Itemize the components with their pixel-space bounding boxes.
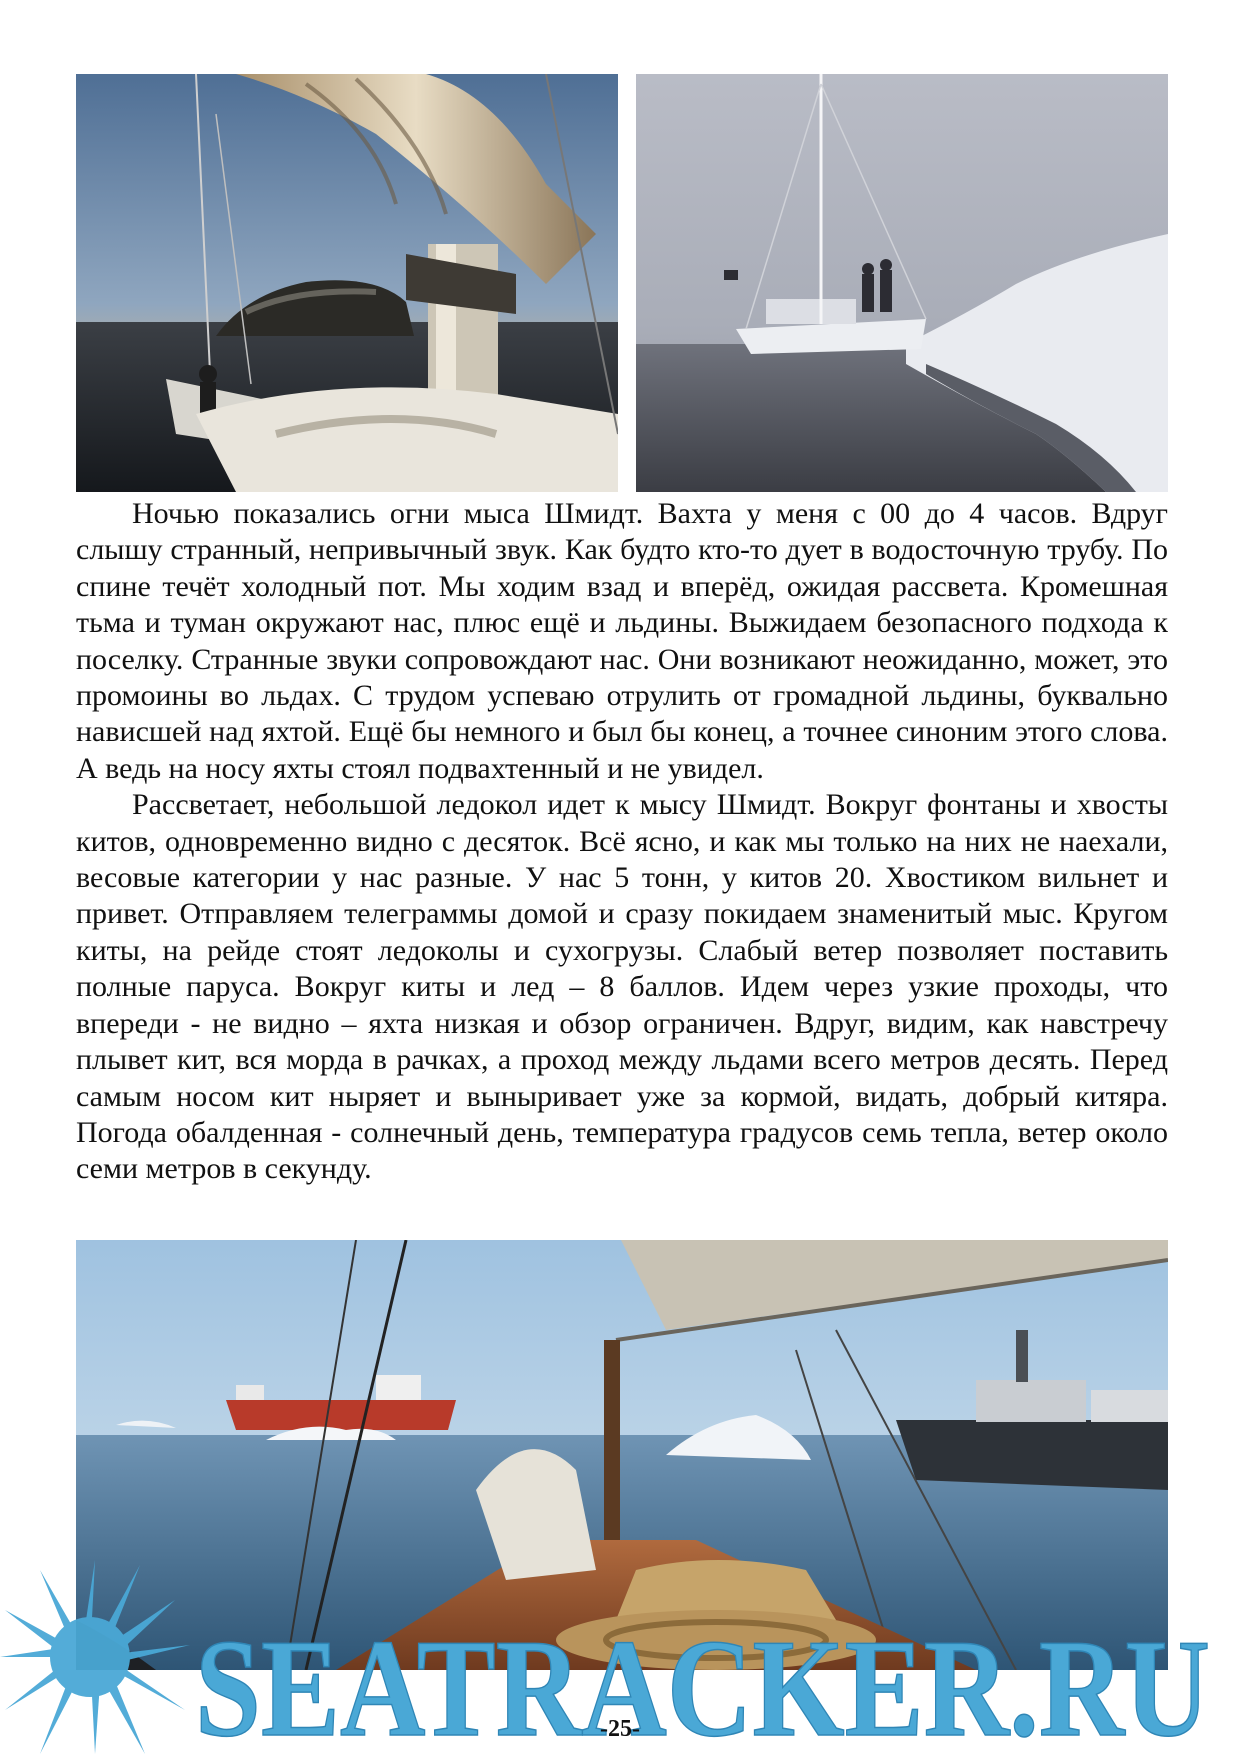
- photo-yacht-ice-fog: [636, 74, 1168, 492]
- photo-yacht-island: [76, 74, 618, 492]
- watermark-text: SEATRACKER.RU: [195, 1611, 1210, 1754]
- article-text: [76, 496, 1168, 1188]
- paragraph: Ночью показались огни мыса Шмидт. Вахта у меня с 00 до 4 часов. Вдруг слышу странный, непривычный звук. Как будто кто-то дует в водосточную трубу. По спине течёт холодный пот. Мы ходим взад и вперёд, ожидая рассвета. Кромешная тьма и туман окружают нас, плюс ещё и льдины. Выжидаем безопасного подхода к поселку. Странные звуки сопровождают нас. Они возникают неожиданно, может, это промоины во льдах. С трудом успеваю отрулить от громадной льдины, буквально нависшей над яхтой. Ещё бы немного и был бы конец, а точнее синоним этого слова. А ведь на носу яхты стоял подвахтенный и не увидел.: [76, 497, 1168, 785]
- page-number: -25-: [600, 1716, 640, 1742]
- paragraph: Рассветает, небольшой ледокол идет к мысу Шмидт. Вокруг фонтаны и хвосты китов, одновременно видно с десяток. Всё ясно, и как мы только на них не наехали, весовые категории у нас разные. У нас 5 тонн, у китов 20. Хвостиком вильнет и привет. Отправляем телеграммы домой и сразу покидаем знаменитый мыс. Кругом киты, на рейде стоят ледоколы и сухогрузы. Слабый ветер позволяет поставить полные паруса. Вокруг киты и лед – 8 баллов. Идем через узкие проходы, что впереди - не видно – яхта низкая и обзор ограничен. Вдруг, видим, как навстречу плывет кит, вся морда в рачках, а проход между льдами всего метров десять. Перед самым носом кит ныряет и выныривает уже за кормой, видать, добрый китяра. Погода обалденная - солнечный день, температура градусов семь тепла, ветер около семи метров в секунду.: [76, 788, 1168, 1186]
- photo-deck-ships-icebergs: [76, 1240, 1168, 1670]
